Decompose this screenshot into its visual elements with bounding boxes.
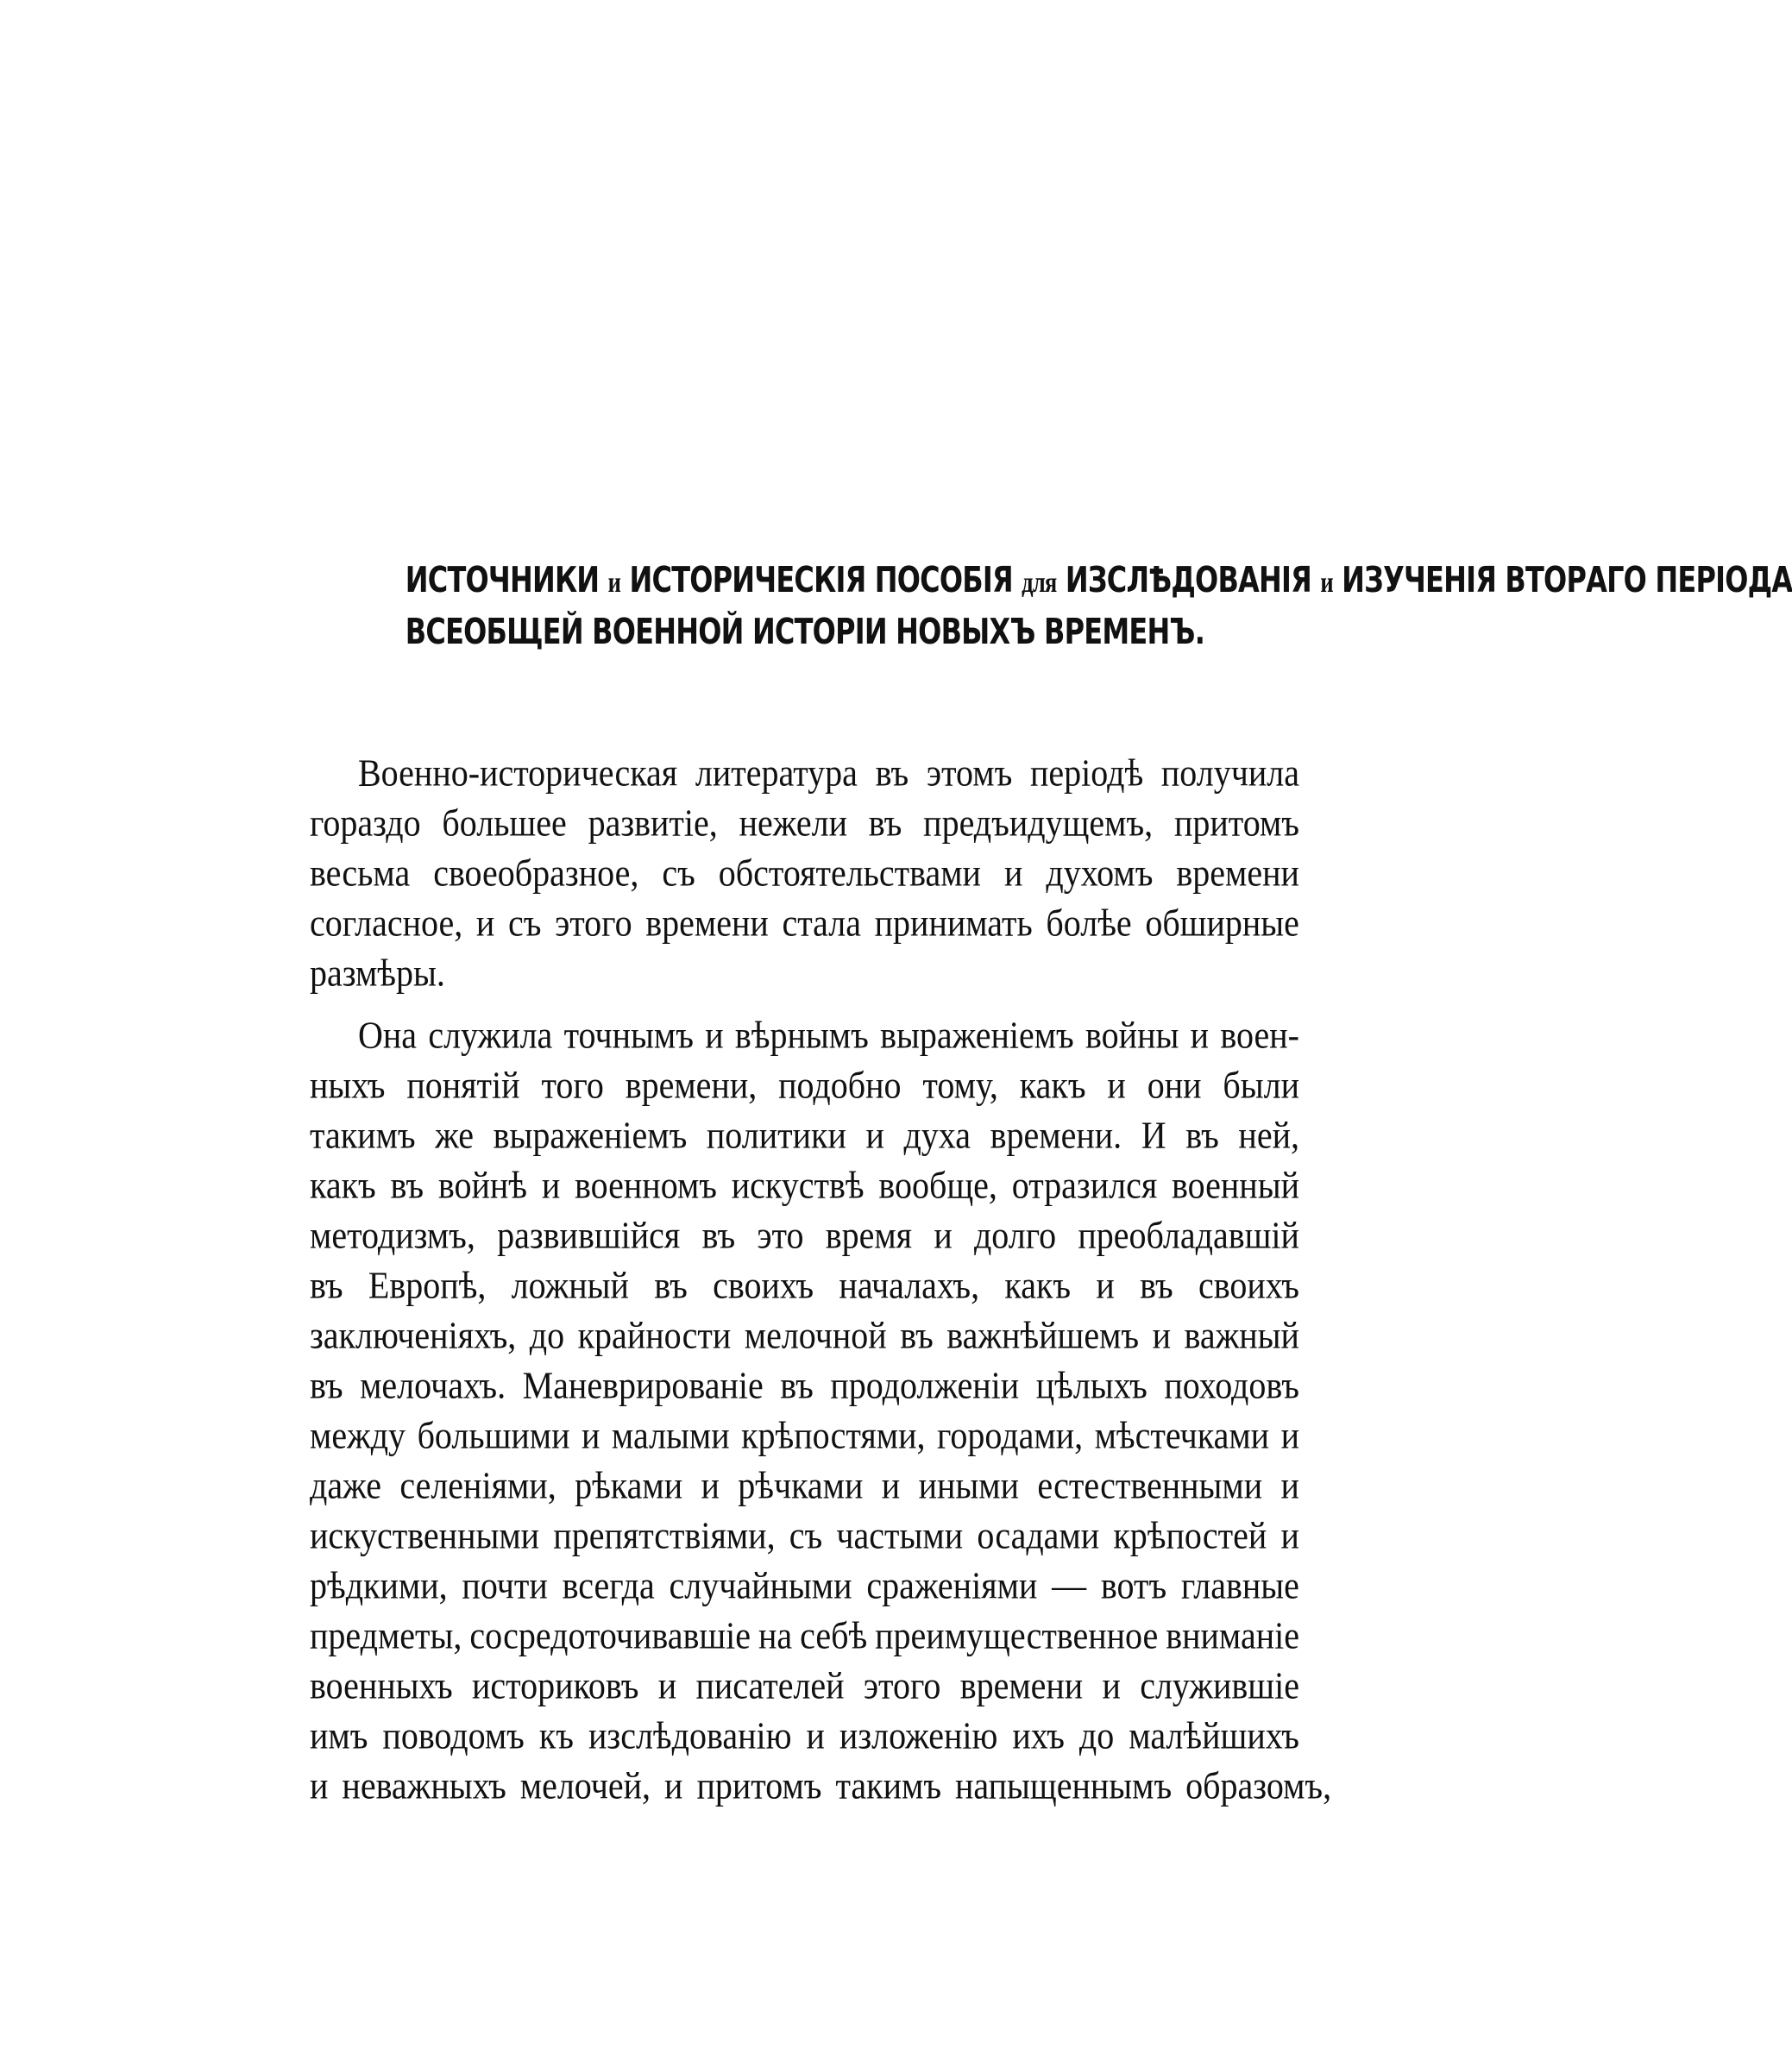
word: въ [654,1263,688,1307]
word: и [310,1763,329,1807]
word: военныхъ [310,1663,453,1707]
heading-part: ИСТОЧНИКИ [405,559,600,600]
word: отразился [1011,1163,1158,1207]
word: они [1147,1063,1202,1107]
word: войнѣ [437,1163,528,1207]
word: важнѣйшемъ [946,1313,1140,1357]
section-heading-line-1 [405,559,1792,600]
word: выраженіемъ [493,1113,688,1157]
word: вотъ [1100,1563,1167,1607]
word: весьма [310,851,411,895]
word: тому, [922,1063,998,1107]
word: предъидущемъ, [923,801,1154,845]
word: принимать [874,901,1033,945]
word: осадами [977,1513,1100,1557]
word: въ [390,1163,424,1207]
word: естественными [1037,1463,1263,1507]
word: въ [900,1313,934,1357]
word: неважныхъ [342,1763,506,1807]
word: и [701,1463,720,1507]
text-line [310,795,1299,852]
word: время [825,1213,913,1257]
word: и [1107,1063,1126,1107]
word: походовъ [1164,1363,1299,1407]
word: изслѣдованію [588,1713,792,1757]
word: духа [903,1113,971,1157]
text-line [310,896,1299,952]
word: цѣлыхъ [1035,1363,1148,1407]
word: между [310,1413,406,1457]
word: политики [706,1113,846,1157]
word: искуствѣ [731,1163,865,1207]
word: и [1280,1413,1299,1457]
word: и [1280,1463,1299,1507]
word: и [475,901,495,945]
word: въ [1185,1113,1219,1157]
word: понятій [406,1063,520,1107]
text-line [310,1308,1299,1364]
word: и [1102,1663,1121,1707]
word: въ [1140,1263,1173,1307]
word: и [881,1463,901,1507]
word: согласное, [310,901,463,945]
text-line [310,1208,1299,1264]
word: и [705,1013,724,1057]
word: были [1223,1063,1299,1107]
word: и [541,1163,561,1207]
word: въ [701,1213,736,1257]
word: и [934,1213,953,1257]
word: частыми [836,1513,964,1557]
section-heading-line-2: ВСЕОБЩЕЙ ВОЕННОЙ ИСТОРІИ НОВЫХЪ ВРЕМЕНЪ. [405,611,1205,652]
word: получила [1160,751,1299,795]
word: литература [695,751,858,795]
word: своихъ [1198,1263,1299,1307]
word: какъ [310,1163,376,1207]
word: городами, [937,1413,1084,1457]
word: военный [1172,1163,1299,1207]
word: въ [868,801,902,845]
word: это [757,1213,804,1257]
word: развитіе, [588,801,718,845]
text-line [310,1458,1299,1514]
word: предметы, [310,1613,462,1657]
word: войны [1085,1013,1179,1057]
word: напыщеннымъ [955,1763,1173,1807]
word: періодѣ [1029,751,1144,795]
word: этого [555,901,632,945]
word: заключеніяхъ, [310,1313,517,1357]
word: обширные [1145,901,1299,945]
word: нежели [739,801,847,845]
word: вѣрнымъ [734,1013,869,1057]
word: мелочей, [519,1763,651,1807]
word: времени [959,1663,1084,1707]
word: всегда [562,1563,655,1607]
word: даже [310,1463,381,1507]
word: воен- [1220,1013,1299,1057]
word: сраженіями [866,1563,1038,1607]
word: на [758,1613,793,1657]
word: притомъ [696,1763,822,1807]
heading-part: и [607,567,621,599]
word: подобно [778,1063,902,1107]
text-line [310,1508,1299,1564]
word: и [1152,1313,1172,1357]
word: поводомъ [382,1713,525,1757]
word: съ [789,1513,823,1557]
word: почти [462,1563,548,1607]
word: иными [918,1463,1019,1507]
word: служила [428,1013,553,1057]
word: своеобразное, [433,851,639,895]
word: этомъ [926,751,1013,795]
word: этого [863,1663,941,1707]
word: преимущественное [875,1613,1159,1657]
word: и [664,1763,683,1807]
text-line [310,1258,1299,1314]
word: и [806,1713,825,1757]
word: какъ [1004,1263,1072,1307]
text-line [310,1608,1299,1664]
word: притомъ [1173,801,1299,845]
word: и [865,1113,884,1157]
text-line [310,1008,1299,1064]
word: ихъ [1012,1713,1065,1757]
word: къ [538,1713,574,1757]
word: писателей [695,1663,845,1707]
word: такимъ [835,1763,942,1807]
word: Военно-историческая [358,751,678,795]
word: и [657,1663,677,1707]
word: изложенію [839,1713,998,1757]
word: ныхъ [310,1063,386,1107]
word: того [541,1063,604,1107]
word: обстоятельствами [718,851,981,895]
word: большее [442,801,567,845]
word: вообще, [878,1163,997,1207]
word: до [529,1313,565,1357]
word: рѣдкими, [310,1563,448,1607]
word: своихъ [713,1263,814,1307]
word: преобладавшій [1078,1213,1299,1257]
word: въ [780,1363,814,1407]
word: ней, [1238,1113,1299,1157]
word: продолженіи [830,1363,1020,1407]
word: важный [1184,1313,1299,1357]
word: рѣчками [738,1463,864,1507]
word: крѣпостями, [741,1413,926,1457]
word: случайными [669,1563,852,1607]
word: времени [1176,851,1299,895]
word: мелочахъ. [360,1363,506,1407]
word: времени. [990,1113,1122,1157]
word: крѣпостей [1113,1513,1267,1557]
text-line [310,1158,1299,1214]
word: большими [417,1413,570,1457]
word: Европѣ, [368,1263,487,1307]
word: себѣ [800,1613,868,1657]
word: Маневрированіе [522,1363,764,1407]
word: искуственными [310,1513,540,1557]
word: малыми [611,1413,730,1457]
word: времени [645,901,769,945]
word: же [435,1113,475,1157]
word: и [1190,1013,1210,1057]
text-line [310,845,1299,902]
word: стала [782,901,861,945]
heading-part: ИЗСЛѢДОВАНІЯ [1065,559,1311,600]
text-line [310,1658,1299,1714]
word: и [1003,851,1023,895]
heading-part: для [1022,567,1057,599]
word: селеніями, [399,1463,556,1507]
word: Она [358,1013,418,1057]
word: въ [310,1263,343,1307]
word: — [1052,1563,1087,1607]
word: выраженіемъ [880,1013,1074,1057]
word: какъ [1019,1063,1086,1107]
word: И [1141,1113,1166,1157]
word: долго [973,1213,1057,1257]
word: въ [310,1363,343,1407]
heading-part: и [1320,567,1333,599]
word: методизмъ, [310,1213,475,1257]
word: духомъ [1046,851,1154,895]
word: болѣе [1046,901,1132,945]
text-line [310,1108,1299,1164]
word: образомъ, [1185,1763,1332,1807]
word: вниманіе [1166,1613,1299,1657]
word: рѣками [575,1463,683,1507]
word: историковъ [471,1663,639,1707]
text-line [310,1758,1332,1814]
word: времени, [625,1063,758,1107]
word: такимъ [310,1113,416,1157]
word: точнымъ [563,1013,694,1057]
word: до [1078,1713,1115,1757]
word: и [1280,1513,1299,1557]
text-line [310,1558,1299,1614]
word: развившійся [497,1213,681,1257]
word: съ [507,901,542,945]
word: главные [1180,1563,1299,1607]
word: препятствіями, [553,1513,776,1557]
text-line [310,1358,1299,1414]
word: сосредоточивавшіе [469,1613,751,1657]
word: и [582,1413,600,1457]
text-line [310,745,1299,801]
word: съ [662,851,695,895]
heading-part: ИЗУЧЕНІЯ ВТОРАГО ПЕРІОДА [1342,559,1792,600]
word: крайности [577,1313,732,1357]
text-line [310,1058,1299,1114]
body-text [310,748,1332,1811]
word: ложный [511,1263,629,1307]
word: мелочной [744,1313,887,1357]
word: въ [875,751,909,795]
text-line [310,1708,1299,1764]
word: размѣры. [310,951,445,995]
text-line [310,1408,1299,1464]
word: служившіе [1140,1663,1299,1707]
word: военномъ [575,1163,717,1207]
text-line [310,946,1299,1002]
word: мѣстечками [1094,1413,1270,1457]
word: имъ [310,1713,368,1757]
word: малѣйшихъ [1129,1713,1299,1757]
word: началахъ, [839,1263,980,1307]
word: и [1096,1263,1115,1307]
word: гораздо [310,801,421,845]
heading-part: ИСТОРИЧЕСКІЯ ПОСОБІЯ [629,559,1013,600]
